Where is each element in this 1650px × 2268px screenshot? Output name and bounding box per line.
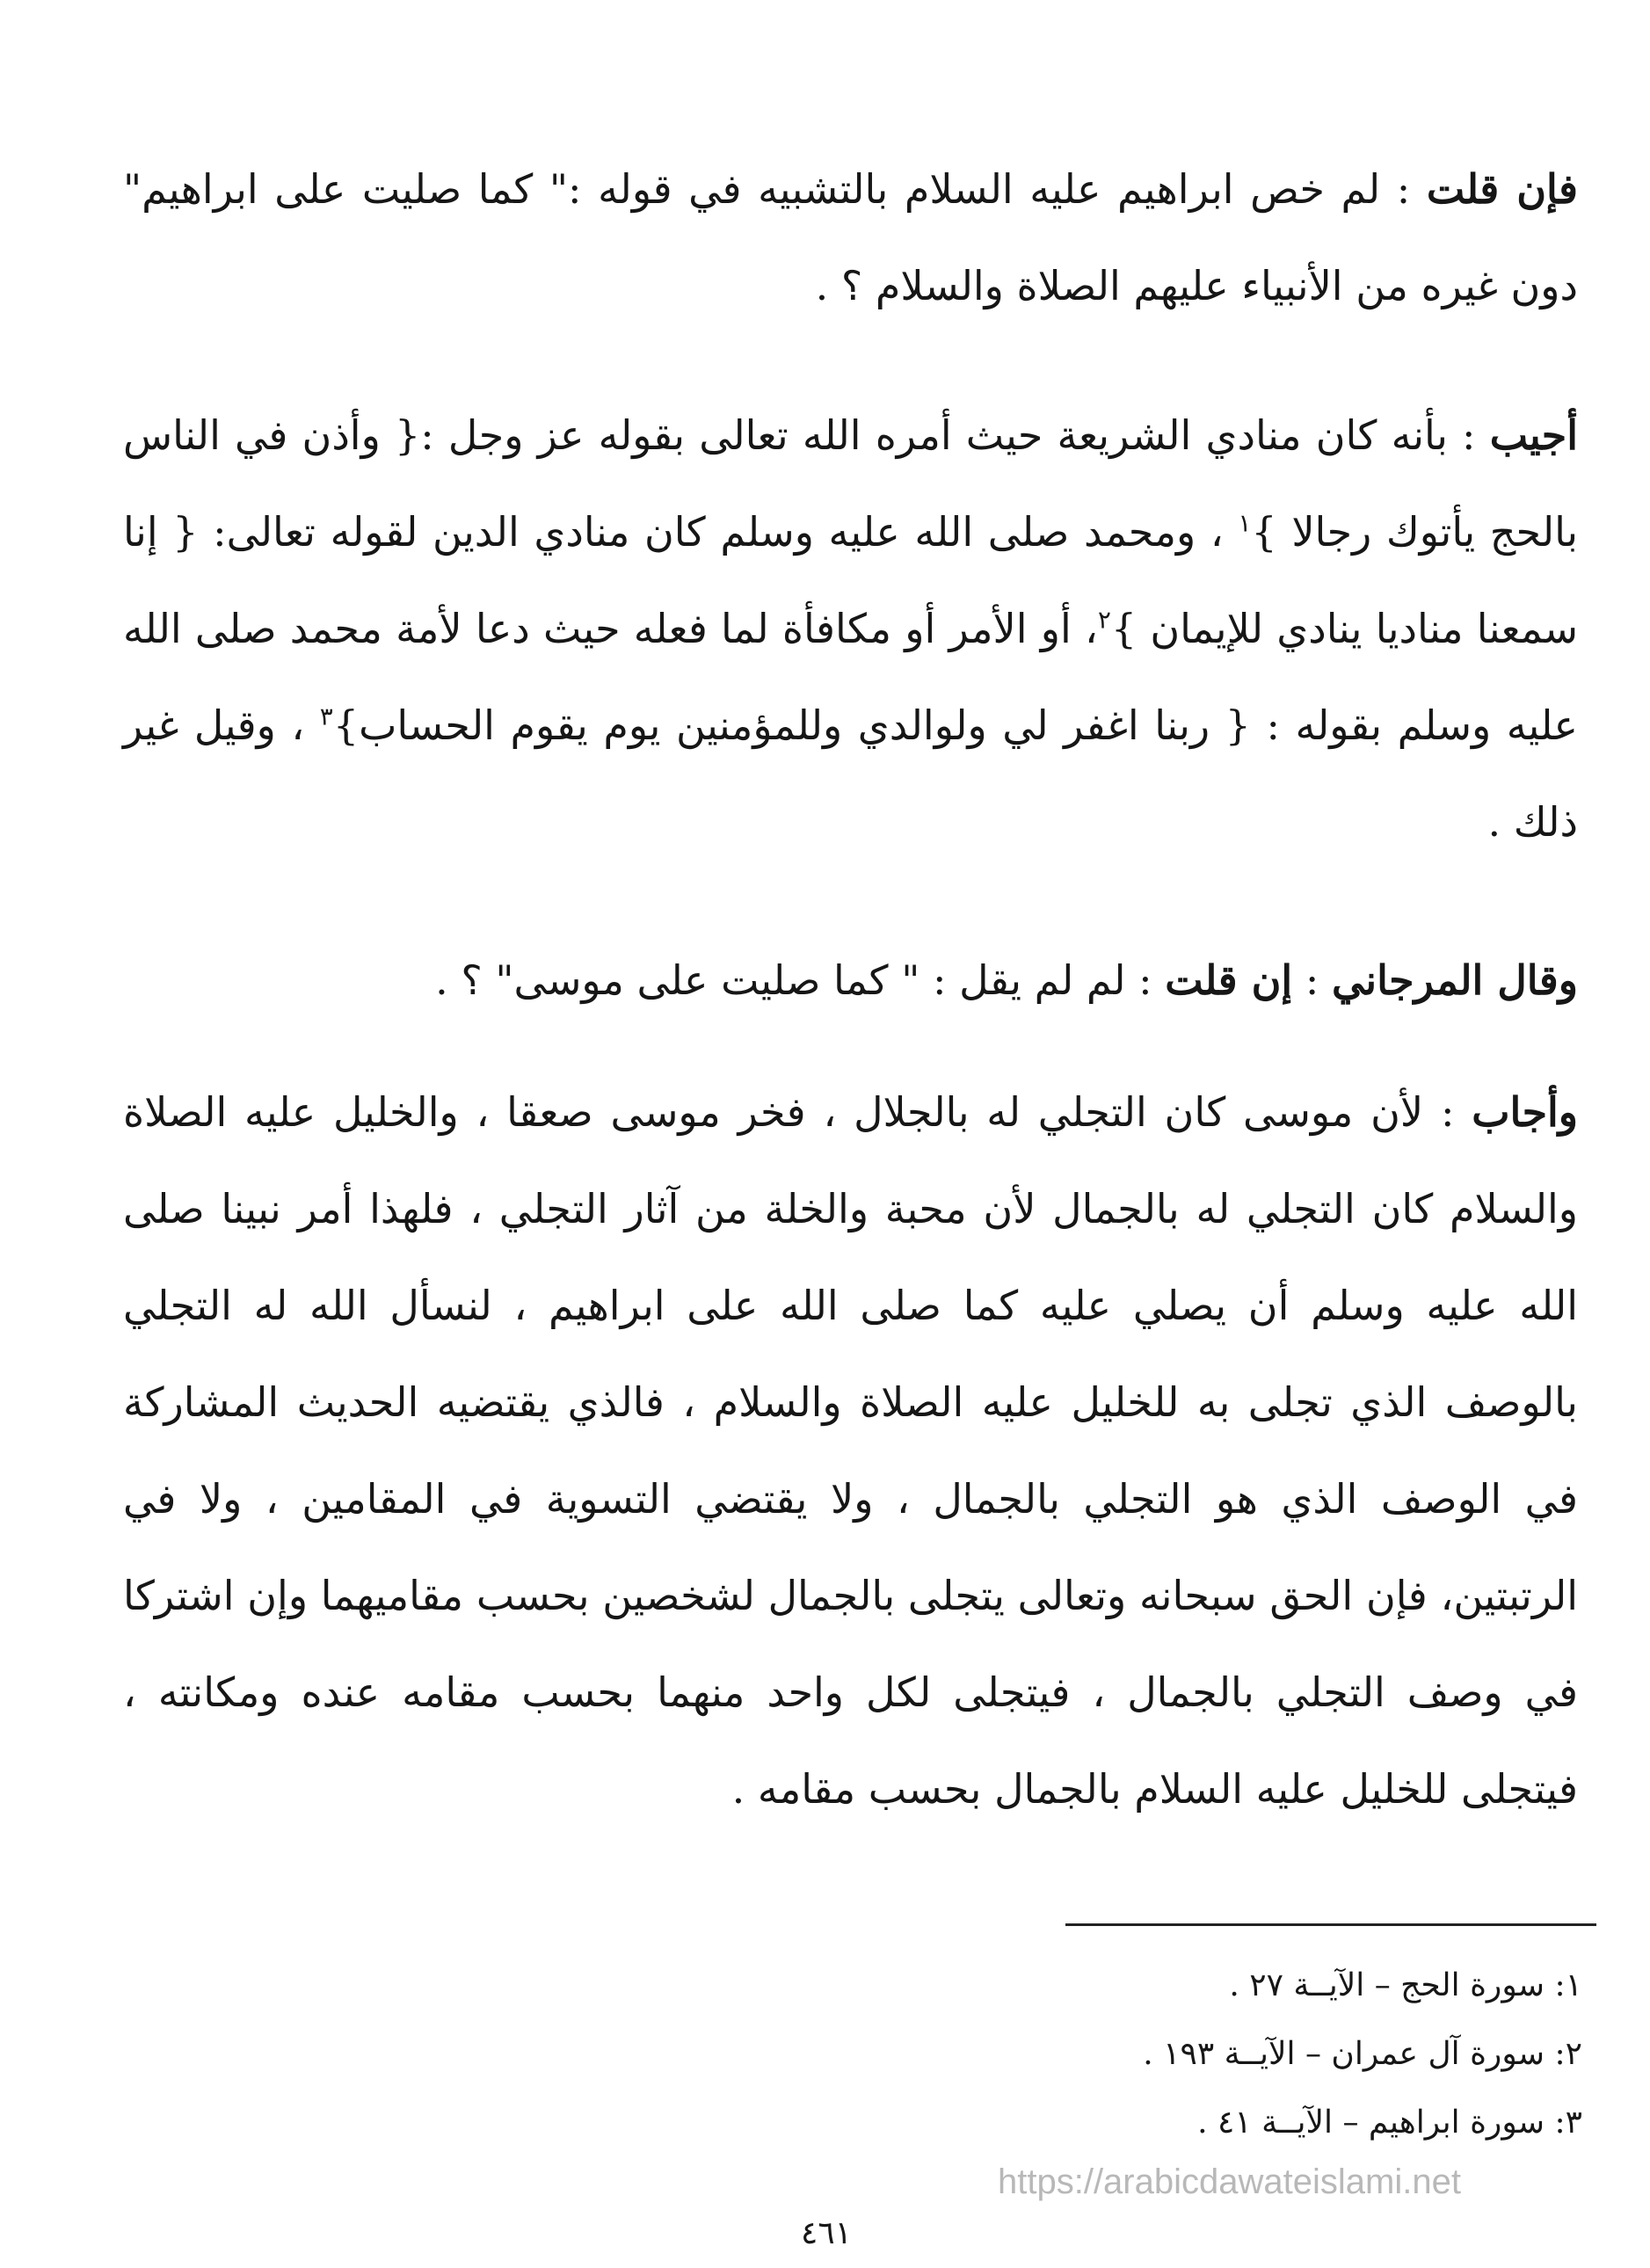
page-number: ٤٦١	[800, 2215, 852, 2251]
watermark-url: https://arabicdawateislami.net	[998, 2163, 1461, 2201]
paragraph-answer-2	[123, 1064, 1578, 1837]
paragraph-text: :	[1292, 956, 1332, 1004]
footnote-3: ٣: سورة ابراهيم – الآيــة ٤١ .	[1197, 2104, 1582, 2141]
paragraph-answer-1	[123, 387, 1578, 870]
paragraph-question-2	[123, 932, 1578, 1029]
paragraph-question-1	[123, 141, 1578, 334]
paragraph-text: ، وقيل غير ذلك .	[123, 701, 1578, 846]
footnote-marker-2[interactable]: ٢	[1097, 605, 1111, 635]
paragraph-text: : لم لم يقل : " كما صليت على موسى" ؟ .	[435, 956, 1166, 1004]
footnotes	[967, 1952, 1582, 2157]
paragraph-text: ، ومحمد صلى الله عليه وسلم كان منادي الدين لقوله تعالى: { إنا سمعنا مناديا ينادي للإيمان }	[123, 508, 1578, 652]
paragraph-text: : لم خص ابراهيم عليه السلام بالتشبيه في قوله :" كما صليت على ابراهيم" دون غيره من الأنبياء عليهم الصلاة والسلام ؟ .	[123, 165, 1578, 309]
paragraph-text: : لأن موسى كان التجلي له بالجلال ، فخر موسى صعقا ، والخليل عليه الصلاة والسلام كان التجلي له بالجمال لأن محبة والخلة من آثار التجلي ، فلهذا أمر نبينا صلى الله عليه وسلم أن يصلي عليه كما صلى الله على ابراهيم ، لنسأل الله له التجلي بالوصف الذي تجلى به للخليل عليه الصلاة والسلام ، فالذي يقتضيه الحديث المشاركة في الوصف الذي هو التجلي بالجمال ، ولا يقتضي التسوية في المقامين ، ولا في الرتبتين، فإن الحق سبحانه وتعالى يتجلى بالجمال لشخصين بحسب مقاميهما وإن اشتركا في وصف التجلي بالجمال ، فيتجلى لكل واحد منهما بحسب مقامه عنده ومكانته ، فيتجلى للخليل عليه السلام بالجمال بحسب مقامه .	[123, 1088, 1579, 1813]
paragraph-text: ، أو الأمر أو مكافأة لما فعله حيث دعا لأمة محمد صلى الله عليه وسلم بقوله : { ربنا اغفر لي ولوالدي وللمؤمنين يوم يقوم الحساب}	[123, 605, 1579, 749]
paragraph-lead: فإن قلت	[1426, 165, 1579, 213]
paragraph-lead: أجيب	[1489, 411, 1578, 459]
footnote-1: ١: سورة الحج – الآيــة ٢٧ .	[1229, 1967, 1582, 2003]
footnote-marker-3[interactable]: ٣	[319, 701, 333, 731]
footnote-divider	[1065, 1923, 1596, 1926]
paragraph-text: : بأنه كان منادي الشريعة حيث أمره الله تعالى بقوله عز وجل :{ وأذن في الناس بالحج يأتوك رجالا }	[123, 411, 1578, 556]
footnote-2: ٢: سورة آل عمران – الآيــة ١٩٣ .	[1143, 2036, 1582, 2072]
paragraph-lead: إن قلت	[1165, 956, 1293, 1004]
footnote-marker-1[interactable]: ١	[1238, 508, 1252, 538]
paragraph-lead: وأجاب	[1472, 1088, 1578, 1136]
paragraph-lead: وقال المرجاني	[1331, 956, 1578, 1004]
